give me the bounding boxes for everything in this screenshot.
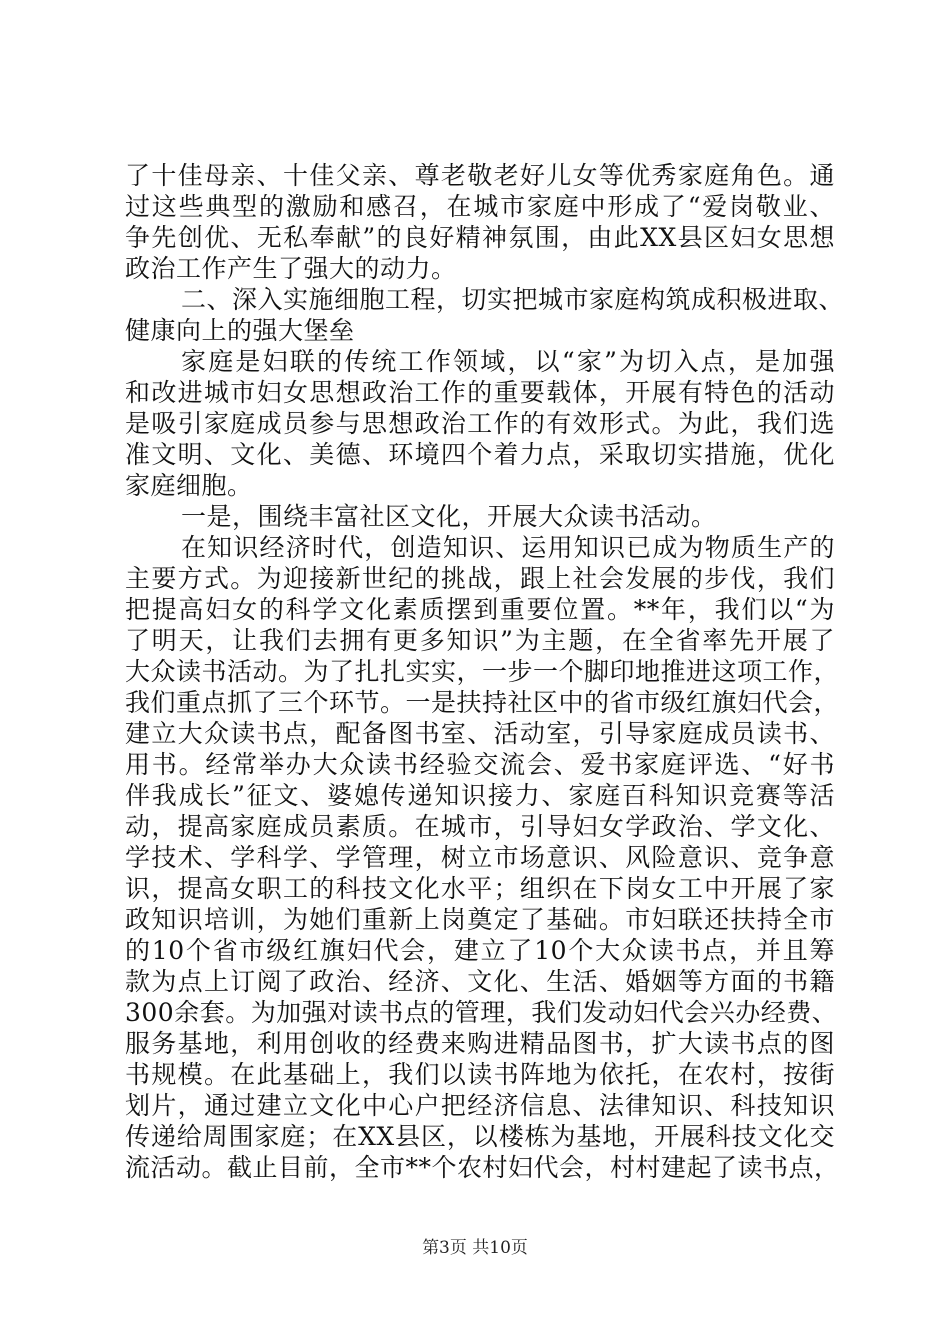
text-line: 了明天，让我们去拥有更多知识”为主题，在全省率先开展了 <box>125 626 835 655</box>
text-line: 的10个省市级红旗妇代会，建立了10个大众读书点，并且筹 <box>125 936 835 965</box>
section-heading-line: 健康向上的强大堡垒 <box>125 316 355 345</box>
section-heading-line: 二、深入实施细胞工程，切实把城市家庭构筑成积极进取、 <box>181 285 845 314</box>
text-line: 政知识培训，为她们重新上岗奠定了基础。市妇联还扶持全市 <box>125 905 835 934</box>
text-line: 主要方式。为迎接新世纪的挑战，跟上社会发展的步伐，我们 <box>125 564 835 593</box>
text-line: 家庭细胞。 <box>125 471 253 500</box>
text-line: 书规模。在此基础上，我们以读书阵地为依托，在农村，按街 <box>125 1060 835 1089</box>
text-line: 300余套。为加强对读书点的管理，我们发动妇代会兴办经费、 <box>125 998 838 1027</box>
page-footer: 第3页 共10页 <box>422 1238 528 1258</box>
text-line: 争先创优、无私奉献”的良好精神氛围，由此XX县区妇女思想 <box>125 223 835 252</box>
text-line: 划片，通过建立文化中心户把经济信息、法律知识、科技知识 <box>125 1091 835 1120</box>
text-line: 动，提高家庭成员素质。在城市，引导妇女学政治、学文化、 <box>125 812 835 841</box>
text-line: 款为点上订阅了政治、经济、文化、生活、婚姻等方面的书籍 <box>125 967 835 996</box>
text-line: 我们重点抓了三个环节。一是扶持社区中的省市级红旗妇代会， <box>125 688 840 717</box>
text-line: 建立大众读书点，配备图书室、活动室，引导家庭成员读书、 <box>125 719 835 748</box>
text-line: 了十佳母亲、十佳父亲、尊老敬老好儿女等优秀家庭角色。通 <box>125 161 835 190</box>
text-line: 在知识经济时代，创造知识、运用知识已成为物质生产的 <box>181 533 835 562</box>
text-line: 把提高妇女的科学文化素质摆到重要位置。**年，我们以“为 <box>125 595 835 624</box>
text-line: 和改进城市妇女思想政治工作的重要载体，开展有特色的活动 <box>125 378 835 407</box>
text-line: 大众读书活动。为了扎扎实实，一步一个脚印地推进这项工作， <box>125 657 840 686</box>
subheading-line: 一是，围绕丰富社区文化，开展大众读书活动。 <box>181 502 717 531</box>
text-line: 过这些典型的激励和感召，在城市家庭中形成了“爱岗敬业、 <box>125 192 835 221</box>
text-line: 服务基地，利用创收的经费来购进精品图书，扩大读书点的图 <box>125 1029 835 1058</box>
text-line: 准文明、文化、美德、环境四个着力点，采取切实措施，优化 <box>125 440 835 469</box>
text-line: 流活动。截止目前，全市**个农村妇代会，村村建起了读书点， <box>125 1153 840 1182</box>
text-line: 学技术、学科学、学管理，树立市场意识、风险意识、竞争意 <box>125 843 835 872</box>
text-line: 家庭是妇联的传统工作领域，以“家”为切入点，是加强 <box>181 347 835 376</box>
text-line: 政治工作产生了强大的动力。 <box>125 254 457 283</box>
text-line: 是吸引家庭成员参与思想政治工作的有效形式。为此，我们选 <box>125 409 835 438</box>
text-line: 传递给周围家庭；在XX县区，以楼栋为基地，开展科技文化交 <box>125 1122 835 1151</box>
text-line: 伴我成长”征文、婆媳传递知识接力、家庭百科知识竞赛等活 <box>125 781 835 810</box>
text-line: 识，提高女职工的科技文化水平；组织在下岗女工中开展了家 <box>125 874 835 903</box>
text-line: 用书。经常举办大众读书经验交流会、爱书家庭评选、“好书 <box>125 750 835 779</box>
